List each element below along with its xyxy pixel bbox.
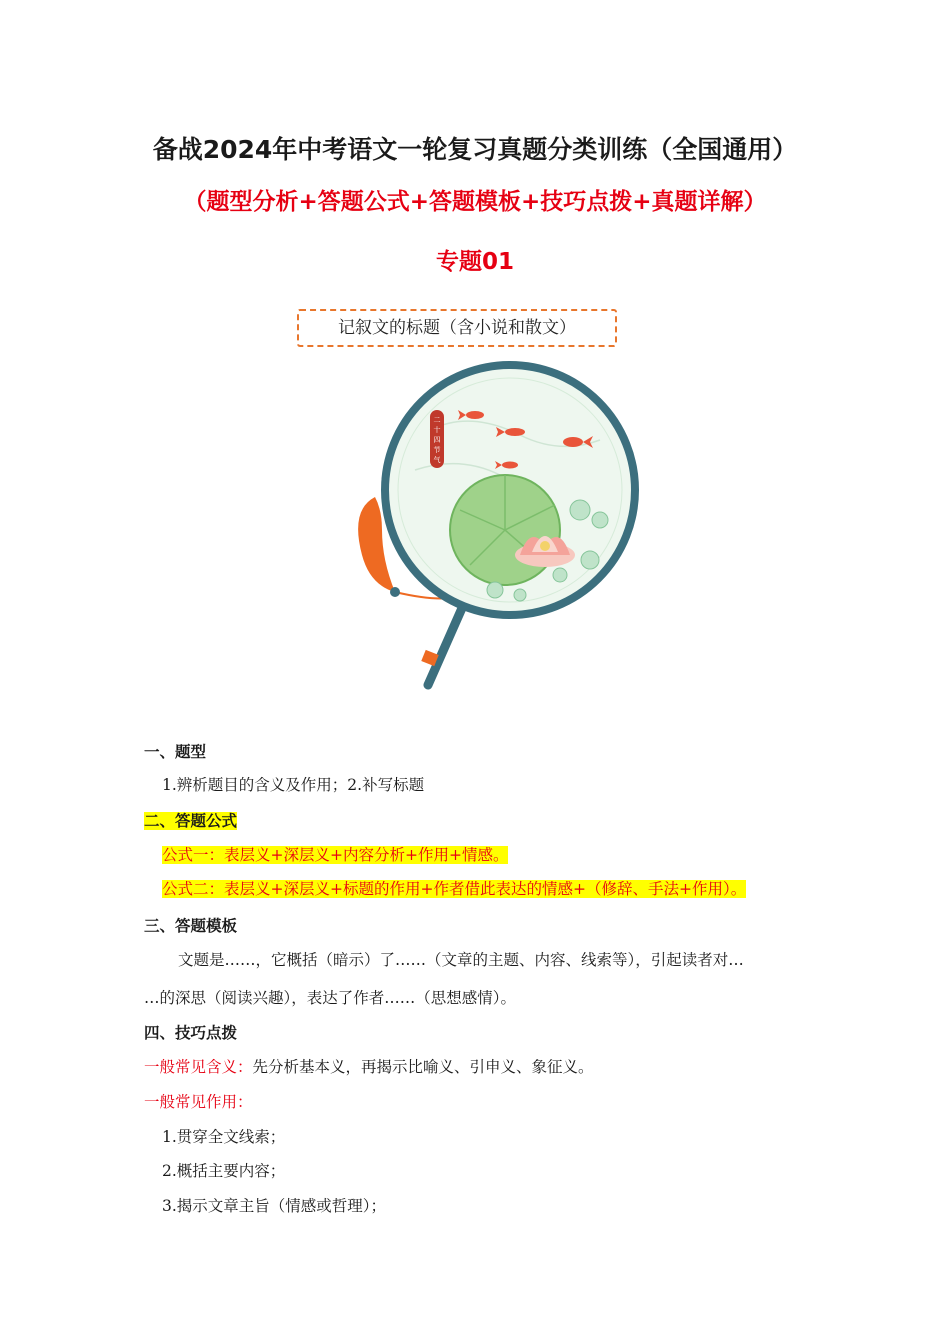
section-heading-tips: 四、技巧点拨	[144, 1024, 238, 1042]
document-title: 备战2024年中考语文一轮复习真题分类训练（全国通用）	[152, 135, 798, 164]
svg-text:十: 十	[433, 426, 441, 434]
topic-box: 记叙文的标题（含小说和散文）	[297, 309, 617, 347]
document-subtitle: （题型分析+答题公式+答题模板+技巧点拨+真题详解）	[183, 189, 767, 215]
meaning-text: 先分析基本义，再揭示比喻义、引申义、象征义。	[252, 1058, 594, 1076]
function-item: 1.贯穿全文线索；	[162, 1128, 286, 1146]
function-item: 3.揭示文章主旨（情感或哲理）；	[162, 1197, 387, 1215]
svg-text:节: 节	[433, 446, 441, 454]
function-label: 一般常见作用：	[144, 1093, 253, 1111]
topic-number: 专题01	[435, 249, 514, 275]
svg-text:二: 二	[433, 416, 441, 424]
template-line-1: 文题是……，它概括（暗示）了……（文章的主题、内容、线索等），引起读者对…	[178, 951, 744, 969]
section-heading-answer-formula: 二、答题公式	[144, 812, 238, 830]
function-item: 2.概括主要内容；	[162, 1162, 286, 1180]
svg-text:四: 四	[433, 436, 441, 444]
formula-two: 公式二：表层义+深层义+标题的作用+作者借此表达的情感+（修辞、手法+作用）。	[162, 880, 747, 898]
section-heading-answer-template: 三、答题模板	[144, 917, 238, 935]
template-line-2: …的深思（阅读兴趣），表达了作者……（思想感情）。	[144, 989, 517, 1007]
formula-one: 公式一：表层义+深层义+内容分析+作用+情感。	[162, 846, 509, 864]
meaning-label: 一般常见含义：	[144, 1058, 253, 1076]
svg-text:气: 气	[433, 456, 441, 464]
fan-illustration	[320, 360, 640, 690]
meaning-line	[144, 1055, 594, 1077]
question-type-item: 1.辨析题目的含义及作用；2.补写标题	[162, 776, 425, 794]
section-heading-question-type: 一、题型	[144, 743, 207, 761]
